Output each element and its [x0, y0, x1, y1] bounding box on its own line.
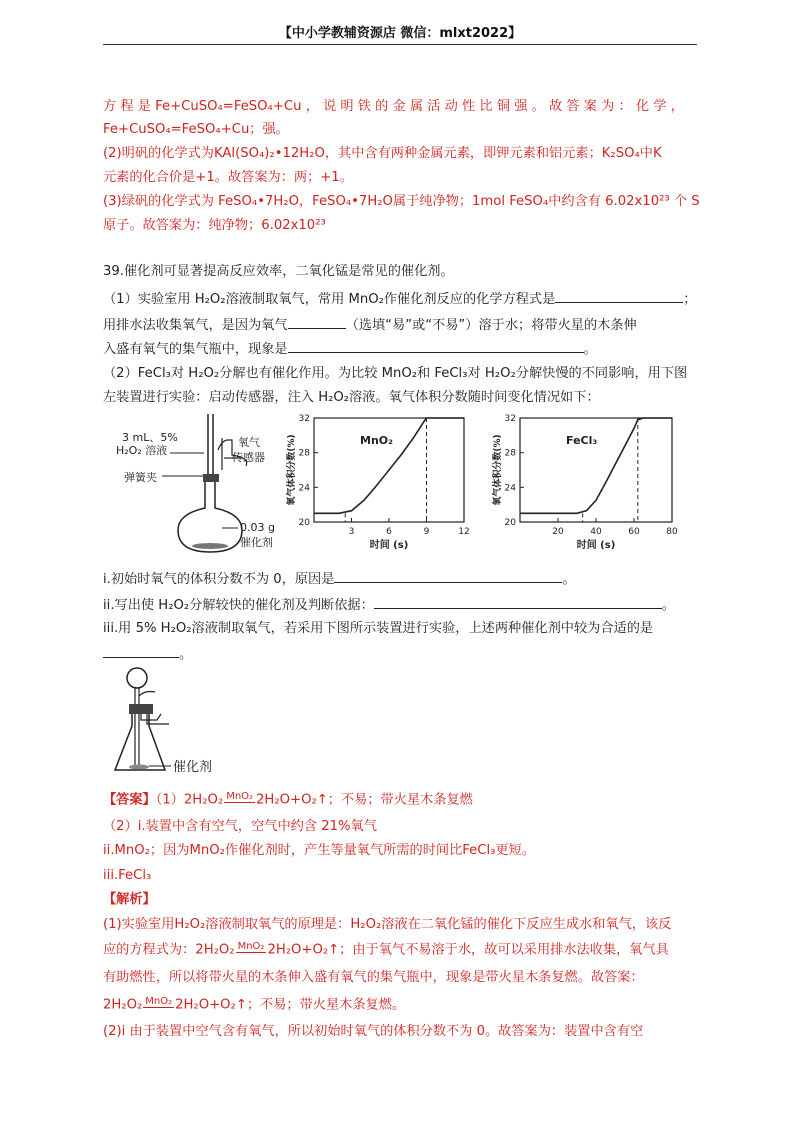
- series-line: [520, 418, 672, 513]
- question-i-text: i.初始时氧气的体积分数不为 0，原因是: [103, 572, 335, 587]
- question-i-line: [103, 570, 703, 588]
- x-tick-label: 40: [590, 527, 602, 537]
- question-1-text-b-post: （选填“易”或“不易”）溶于水；将带火星的木条伸: [345, 318, 637, 333]
- x-tick-label: 60: [628, 527, 640, 537]
- answer-1-pre: （1）2H₂O₂: [155, 792, 224, 808]
- prev-answer-line-1: 方 程 是 Fe+CuSO₄=FeSO₄+Cu ， 说 明 铁 的 金 属 活 动 性 比 铜 强 。 故 答 案 为 ： 化 学 ，: [103, 99, 684, 114]
- catalyst-label-2: MnO₂: [237, 941, 265, 952]
- question-1-text-b: 用排水法收集氧气，是因为氧气: [103, 318, 288, 333]
- answer-line-4: iii.FeCl₃: [103, 868, 152, 883]
- label-mass: 0.03 g: [240, 521, 275, 534]
- series-line: [314, 418, 464, 513]
- answer-1-post: 2H₂O+O₂↑；不易；带火星木条复燃: [256, 792, 473, 808]
- answer-blank-2[interactable]: [288, 316, 346, 329]
- prev-answer-line-3: (2)明矾的化学式为KAl(SO₄)₂•12H₂O，其中含有两种金属元素，即钾元素和铝元素；K₂SO₄中K: [103, 146, 662, 161]
- question-iii-line: iii.用 5% H₂O₂溶液制取氧气，若采用下图所示装置进行实验，上述两种催化剂中较为合适的是: [103, 621, 654, 636]
- analysis-4-pre: 2H₂O₂: [103, 997, 143, 1013]
- y-tick-label: 20: [298, 518, 310, 528]
- answer-blank-5[interactable]: [374, 596, 662, 609]
- label-catalyst: 催化剂: [240, 536, 273, 549]
- answer-blank-3[interactable]: [288, 340, 584, 353]
- analysis-line-1: (1)实验室用H₂O₂溶液制取氧气的原理是：H₂O₂溶液在二氧化锰的催化下反应生成水和氧气，该反: [103, 917, 672, 932]
- chart-mno2: [285, 414, 470, 551]
- question-iii-end: 。: [179, 647, 193, 662]
- page-header: 【中小学教辅资源店 微信：mlxt2022】: [278, 26, 522, 41]
- question-1-end-a: ；: [683, 292, 697, 307]
- label-solution-2: H₂O₂ 溶液: [116, 444, 168, 457]
- y-tick-label: 32: [504, 414, 516, 424]
- catalyst-condition-3: [143, 997, 174, 1012]
- y-tick-label: 20: [504, 518, 516, 528]
- question-title: 39.催化剂可显著提高反应效率，二氧化锰是常见的催化剂。: [103, 264, 454, 279]
- x-axis-label: 时间 (s): [369, 540, 409, 551]
- x-tick-label: 80: [666, 527, 678, 537]
- analysis-line-4: [103, 997, 703, 1014]
- question-ii-text: ii.写出使 H₂O₂分解较快的催化剂及判断依据：: [103, 598, 374, 613]
- x-tick-label: 6: [386, 527, 392, 537]
- answer-blank-6[interactable]: [103, 645, 179, 658]
- analysis-line-3: 有助燃性，所以将带火星的木条伸入盛有氧气的集气瓶中，现象是带火星木条复燃。故答案：: [103, 970, 644, 985]
- x-tick-label: 20: [552, 527, 564, 537]
- analysis-2-pre: 应的方程式为：2H₂O₂: [103, 942, 235, 958]
- x-tick-label: 9: [423, 527, 430, 537]
- x-axis-label: 时间 (s): [576, 540, 616, 551]
- question-1-line-a: [103, 290, 703, 308]
- prev-answer-line-4: 元素的化合价是+1。故答案为：两；+1。: [103, 170, 353, 185]
- analysis-4-post: 2H₂O+O₂↑；不易；带火星木条复燃。: [175, 997, 406, 1013]
- catalyst-label: MnO₂: [226, 791, 254, 802]
- answer-line-2: （2）i.装置中含有空气，空气中约含 21%氧气: [103, 819, 377, 834]
- experiment-figure: [110, 410, 690, 560]
- catalyst-label-3: MnO₂: [145, 996, 173, 1007]
- question-1-text-c: 入盛有氧气的集气瓶中，现象是: [103, 342, 288, 357]
- y-tick-label: 28: [504, 448, 516, 459]
- question-2-line-b: 左装置进行实验：启动传感器，注入 H₂O₂溶液。氧气体积分数随时间变化情况如下：: [103, 390, 600, 405]
- analysis-line-5: (2)i 由于装置中空气含有氧气，所以初始时氧气的体积分数不为 0。故答案为：装置中含有空: [103, 1024, 644, 1039]
- label-clip: 弹簧夹: [124, 471, 157, 484]
- answer-line-1: [103, 792, 703, 809]
- question-ii-end: 。: [661, 598, 675, 613]
- header-divider: [103, 44, 697, 45]
- catalyst-condition-2: [236, 942, 267, 957]
- question-1-end-c: 。: [583, 342, 597, 357]
- x-tick-label: 12: [458, 527, 470, 537]
- prev-answer-line-2: Fe+CuSO₄=FeSO₄+Cu；强。: [103, 122, 289, 137]
- label-catalyst-2: 催化剂: [173, 760, 213, 775]
- y-axis-label: 氧气体积分数(%): [493, 434, 503, 506]
- label-sensor-2: 传感器: [232, 451, 265, 464]
- y-tick-label: 28: [298, 448, 310, 459]
- y-tick-label: 32: [298, 414, 310, 424]
- question-2-line-a: （2）FeCl₃对 H₂O₂分解也有催化作用。为比较 MnO₂和 FeCl₃对 H₂O₂分解快慢的不同影响，用下图: [103, 366, 688, 381]
- y-axis-label: 氧气体积分数(%): [287, 434, 297, 506]
- chart-title: MnO₂: [360, 434, 393, 447]
- question-1-line-b: [103, 316, 703, 334]
- y-tick-label: 24: [298, 483, 310, 494]
- catalyst-condition: [224, 792, 255, 807]
- chart-title: FeCl₃: [566, 434, 598, 447]
- prev-answer-line-5: (3)绿矾的化学式为 FeSO₄•7H₂O，FeSO₄•7H₂O属于纯净物；1mol FeSO₄中约含有 6.02x10²³ 个 S: [103, 194, 700, 209]
- analysis-tag: 【解析】: [103, 892, 156, 907]
- answer-blank-4[interactable]: [334, 570, 562, 583]
- question-1-text-a: （1）实验室用 H₂O₂溶液制取氧气，常用 MnO₂作催化剂反应的化学方程式是: [103, 292, 556, 307]
- label-solution: 3 mL、5%: [122, 431, 178, 444]
- answer-tag: 【答案】: [103, 792, 156, 808]
- question-ii-line: [103, 596, 703, 614]
- question-1-line-c: [103, 340, 703, 358]
- apparatus-conical-flask: [105, 660, 255, 782]
- x-tick-label: 3: [348, 527, 355, 537]
- answer-line-3: ii.MnO₂；因为MnO₂作催化剂时，产生等量氧气所需的时间比FeCl₃更短。: [103, 843, 535, 858]
- y-tick-label: 24: [504, 483, 516, 494]
- prev-answer-line-6: 原子。故答案为：纯净物；6.02x10²³: [103, 218, 326, 233]
- question-i-end: 。: [562, 572, 576, 587]
- analysis-line-2: [103, 942, 703, 959]
- answer-blank-1[interactable]: [555, 290, 683, 303]
- analysis-2-post: 2H₂O+O₂↑；由于氧气不易溶于水，故可以采用排水法收集，氧气具: [267, 942, 669, 958]
- chart-fecl3: [491, 414, 678, 551]
- label-sensor: 氧气: [238, 436, 260, 449]
